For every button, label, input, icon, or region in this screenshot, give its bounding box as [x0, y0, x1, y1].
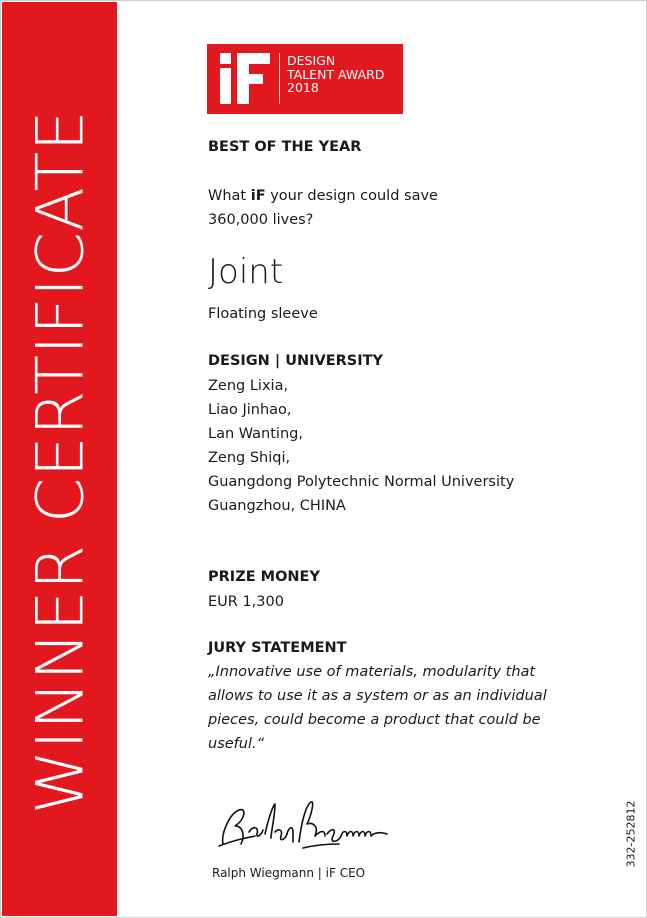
design-heading: DESIGN | UNIVERSITY	[208, 353, 384, 369]
tagline-emphasis: iF	[250, 188, 266, 204]
project-subtitle: Floating sleeve	[208, 306, 318, 322]
if-logo-mark	[220, 53, 270, 104]
statement-line: allows to use it as a system or as an individual	[208, 688, 547, 704]
logo-text	[287, 54, 401, 95]
logo-line-award: TALENT AWARD	[287, 66, 385, 82]
signatory-name: Ralph Wiegmann | iF CEO	[212, 866, 366, 880]
logo-line-design: DESIGN	[287, 53, 336, 68]
logo-line-year: 2018	[287, 80, 319, 95]
signature-image	[215, 796, 400, 858]
side-banner-title: WINNER CERTIFICATE	[23, 109, 99, 815]
side-banner	[2, 2, 117, 916]
serial-number: 332-252812	[624, 800, 638, 868]
tagline-line-1: What iF your design could save	[208, 188, 438, 204]
credit-line: Guangzhou, CHINA	[208, 498, 346, 514]
credit-line: Zeng Lixia,	[208, 378, 289, 394]
award-category: BEST OF THE YEAR	[208, 139, 362, 155]
credit-line: Liao Jinhao,	[208, 402, 292, 418]
statement-line: „Innovative use of materials, modularity that	[208, 664, 536, 680]
statement-line: useful.“	[208, 736, 265, 752]
award-tagline	[208, 184, 438, 232]
jury-heading: JURY STATEMENT	[208, 640, 347, 656]
if-logo	[207, 44, 403, 114]
credit-line: Lan Wanting,	[208, 426, 303, 442]
statement-line: pieces, could become a product that could be	[208, 712, 541, 728]
credit-line: Zeng Shiqi,	[208, 450, 291, 466]
design-credits	[208, 374, 514, 518]
credit-line: Guangdong Polytechnic Normal University	[208, 474, 515, 490]
tagline-line-2: 360,000 lives?	[208, 212, 314, 228]
prize-amount: EUR 1,300	[208, 594, 284, 610]
logo-divider	[279, 53, 280, 104]
jury-statement	[208, 660, 548, 756]
project-title: Joint	[208, 252, 284, 292]
prize-heading: PRIZE MONEY	[208, 569, 320, 585]
